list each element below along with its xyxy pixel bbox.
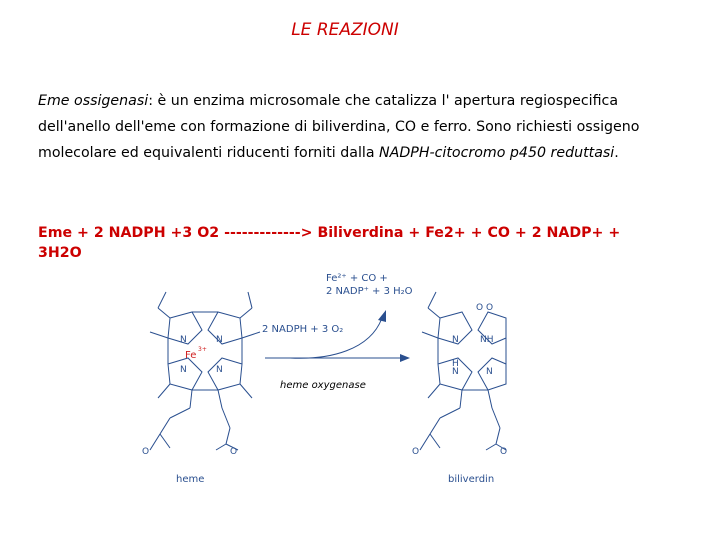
description-paragraph — [38, 88, 688, 166]
fe-label: Fe — [185, 350, 197, 361]
heme-molecule-label: heme — [176, 474, 205, 485]
biliverdin-molecule-label: biliverdin — [448, 474, 495, 485]
heme-o-2: O — [230, 447, 238, 457]
paragraph-text-4: . — [614, 145, 619, 161]
heme-n-4: N — [216, 365, 223, 375]
equation-line-1: Eme + 2 NADPH +3 O2 -------------> Biliverdina + Fe2+ + CO + 2 NADP+ + — [38, 225, 621, 241]
biliverdin-n-1: N — [452, 367, 459, 377]
reaction-equation — [38, 223, 698, 263]
heme-o-1: O — [142, 447, 150, 457]
biliverdin-o-2: O — [500, 447, 508, 457]
biliverdin-o-1: O — [412, 447, 420, 457]
biliverdin-n-3: N — [452, 335, 459, 345]
products-top-line-1: Fe²⁺ + CO + — [326, 273, 388, 284]
paragraph-text-1: : è un enzima microsomale che catalizza l' apertura regiospecifica — [148, 93, 619, 109]
page-title: LE REAZIONI — [291, 20, 399, 40]
biliverdin-n-2: N — [486, 367, 493, 377]
heme-n-2: N — [216, 335, 223, 345]
biliverdin-oo: O O — [476, 303, 494, 313]
paragraph-text-2: dell'anello dell'eme con formazione di biliverdina, CO e ferro. Sono richiesti ossigeno — [38, 119, 640, 135]
reaction-scheme — [130, 268, 510, 498]
paragraph-line-3 — [38, 140, 688, 166]
heme-n-3: N — [180, 365, 187, 375]
heme-structure — [150, 292, 260, 450]
paragraph-line-2 — [38, 114, 688, 140]
enzyme-name: Eme ossigenasi — [38, 93, 149, 109]
biliverdin-h: H — [452, 359, 459, 369]
products-top-line-2: 2 NADP⁺ + 3 H₂O — [326, 286, 413, 297]
equation-line-2: 3H2O — [38, 245, 82, 261]
biliverdin-nh: NH — [480, 335, 494, 345]
heme-n-1: N — [180, 335, 187, 345]
reactants-label: 2 NADPH + 3 O₂ — [262, 324, 344, 335]
enzyme-label: heme oxygenase — [280, 380, 366, 391]
reductase-name: NADPH-citocromo p450 reduttasi — [379, 145, 615, 161]
paragraph-line-1 — [38, 88, 688, 114]
fe-charge: 3+ — [198, 346, 207, 353]
biliverdin-structure — [420, 292, 506, 450]
paragraph-text-3: molecolare ed equivalenti riducenti forniti dalla — [38, 145, 380, 161]
